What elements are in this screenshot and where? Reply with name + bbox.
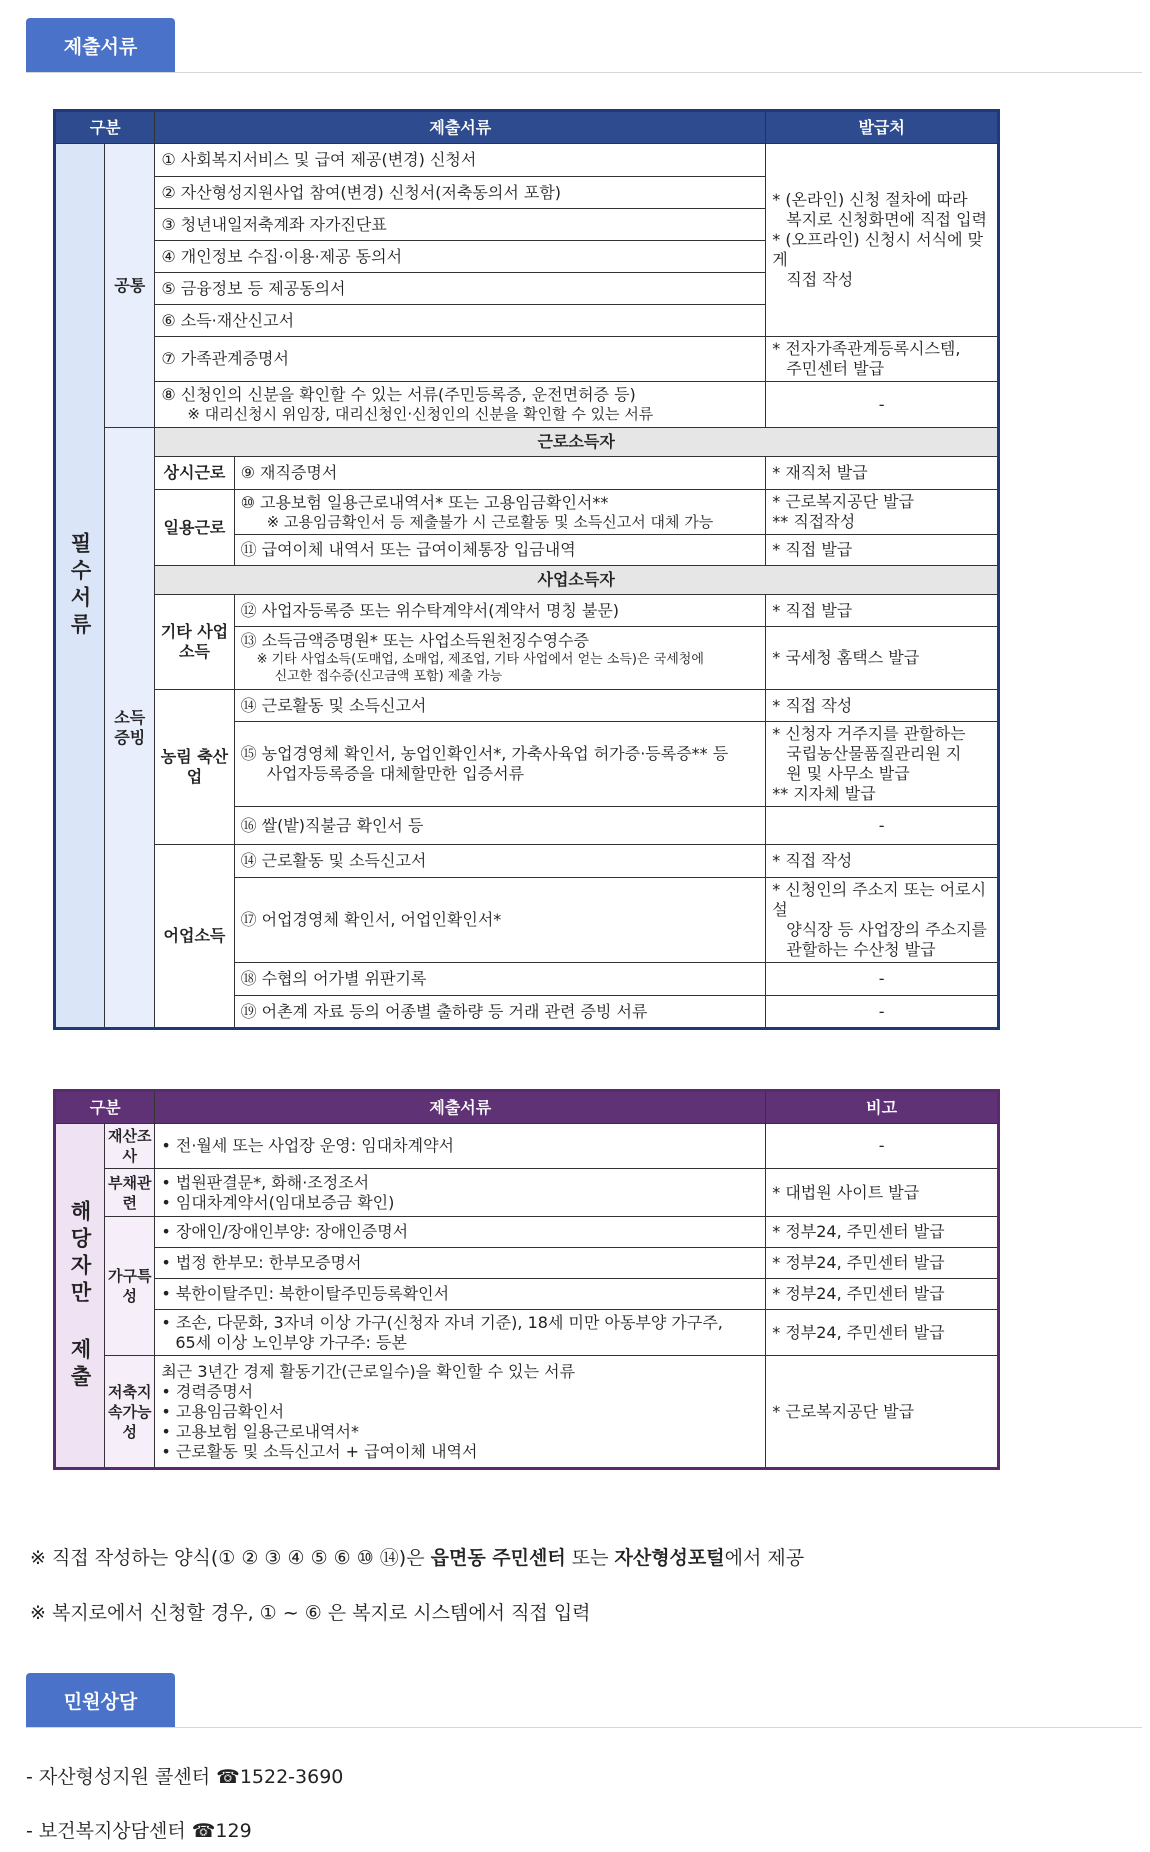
saving-item-4: • 근로활동 및 소득신고서 + 급여이체 내역서: [161, 1442, 759, 1462]
doc-row-8-text: ⑧ 신청인의 신분을 확인할 수 있는 서류(주민등록증, 운전면허증 등): [161, 385, 636, 404]
category-debt: 부채관련: [105, 1169, 155, 1217]
issuer-row-14-fish: * 직접 작성: [766, 845, 999, 878]
required-documents-table: [53, 109, 1000, 1030]
doc-row-1: ① 사회복지서비스 및 급여 제공(변경) 신청서: [155, 144, 766, 177]
issuer-row-17-line2: 양식장 등 사업장의 주소지를: [786, 920, 987, 939]
debt-doc-2: • 임대차계약서(임대보증금 확인): [161, 1193, 759, 1213]
doc-row-10-note: ※ 고용임금확인서 등 제출불가 시 근로활동 및 소득신고서 대체 가능: [266, 512, 714, 531]
issuer-row-13: * 국세청 홈택스 발급: [766, 627, 999, 690]
category-common: 공통: [105, 144, 155, 428]
household-remark-3: * 정부24, 주민센터 발급: [766, 1279, 999, 1310]
issuer-family: [766, 337, 999, 382]
group-label-required: 필수서류: [55, 144, 105, 1029]
issuer-row-16: -: [766, 807, 999, 845]
household-remark-2: * 정부24, 주민센터 발급: [766, 1248, 999, 1279]
header2-category: 구분: [55, 1091, 155, 1124]
header-documents: 제출서류: [155, 111, 766, 144]
doc-row-11: ⑪ 급여이체 내역서 또는 급여이체통장 입금내역: [234, 535, 766, 566]
issuer-row-12: * 직접 발급: [766, 595, 999, 627]
label-regular-work: 상시근로: [155, 457, 234, 490]
doc-row-15-line2: 사업자등록증을 대체할만한 입증서류: [266, 764, 525, 783]
debt-doc-1: • 법원판결문*, 화해·조정조서: [161, 1173, 759, 1193]
issuer-online-offline: [766, 144, 999, 337]
issuer-row-15-line3: 원 및 사무소 발급: [786, 764, 910, 783]
category-saving-sustainability: 저축지속가능성: [105, 1356, 155, 1469]
saving-remark: * 근로복지공단 발급: [766, 1356, 999, 1469]
issuer-family-line1: * 전자가족관계등록시스템,: [772, 339, 961, 358]
footnote1-mid: 또는: [565, 1547, 615, 1569]
issuer-online-line2: 복지로 신청화면에 직접 입력: [786, 210, 987, 229]
category-household: 가구특성: [105, 1217, 155, 1356]
subheader-earned-income: 근로소득자: [155, 428, 999, 457]
section-title-documents: 제출서류: [26, 18, 175, 72]
header2-remarks: 비고: [766, 1091, 999, 1124]
issuer-row-15: [766, 722, 999, 807]
doc-row-5: ⑤ 금융정보 등 제공동의서: [155, 273, 766, 305]
doc-row-18: ⑱ 수협의 어가별 위판기록: [234, 963, 766, 996]
issuer-offline-line1: * (오프라인) 신청시 서식에 맞게: [772, 230, 984, 269]
doc-row-15-line1: ⑮ 농업경영체 확인서, 농업인확인서*, 가축사육업 허가증·등록증** 등: [240, 744, 729, 763]
doc-row-13: [234, 627, 766, 690]
household-doc-4-line1: • 조손, 다문화, 3자녀 이상 가구(신청자 자녀 기준), 18세 미만 아동부양 가구주,: [161, 1313, 759, 1333]
issuer-row-9: * 재직처 발급: [766, 457, 999, 490]
issuer-family-line2: 주민센터 발급: [786, 359, 885, 378]
doc-row-9: ⑨ 재직증명서: [234, 457, 766, 490]
group-label-optional: 해당자만 제출: [55, 1124, 105, 1469]
doc-row-13-text: ⑬ 소득금액증명원* 또는 사업소득원천징수영수증: [240, 631, 589, 650]
doc-row-14-farm: ⑭ 근로활동 및 소득신고서: [234, 690, 766, 722]
footnote1-bold2: 자산형성포털: [614, 1547, 725, 1569]
doc-row-8-note: ※ 대리신청시 위임장, 대리신청인·신청인의 신분을 확인할 수 있는 서류: [187, 405, 654, 423]
doc-row-7: ⑦ 가족관계증명서: [155, 337, 766, 382]
issuer-row-10-line1: * 근로복지공단 발급: [772, 492, 915, 511]
doc-row-6: ⑥ 소득·재산신고서: [155, 305, 766, 337]
optional-documents-table: [53, 1089, 1000, 1470]
asset-doc: • 전·월세 또는 사업장 운영: 임대차계약서: [155, 1124, 766, 1169]
household-remark-4: * 정부24, 주민센터 발급: [766, 1310, 999, 1356]
issuer-row-10: [766, 490, 999, 535]
header-category: 구분: [55, 111, 155, 144]
debt-docs: [155, 1169, 766, 1217]
subheader-business-income: 사업소득자: [155, 566, 999, 595]
issuer-row-11: * 직접 발급: [766, 535, 999, 566]
issuer-row-19: -: [766, 996, 999, 1029]
doc-row-10-text: ⑩ 고용보험 일용근로내역서* 또는 고용임금확인서**: [240, 492, 609, 512]
footnote1-pre: ※ 직접 작성하는 양식(① ② ③ ④ ⑤ ⑥ ⑩ ⑭)은: [30, 1547, 431, 1569]
saving-item-3: • 고용보험 일용근로내역서*: [161, 1422, 759, 1442]
saving-docs: [155, 1356, 766, 1469]
issuer-offline-line2: 직접 작성: [786, 270, 854, 289]
footnote-bokjiro: ※ 복지로에서 신청할 경우, ① ~ ⑥ 은 복지로 시스템에서 직접 입력: [30, 1602, 591, 1624]
doc-row-13-note2: 신고한 접수증(신고금액 포함) 제출 가능: [274, 669, 503, 684]
doc-row-3: ③ 청년내일저축계좌 자가진단표: [155, 209, 766, 241]
doc-row-2: ② 자산형성지원사업 참여(변경) 신청서(저축동의서 포함): [155, 177, 766, 209]
doc-row-19: ⑲ 어촌계 자료 등의 어종별 출하량 등 거래 관련 증빙 서류: [234, 996, 766, 1029]
label-other-business: 기타 사업소득: [155, 595, 234, 690]
issuer-row-18: -: [766, 963, 999, 996]
debt-remark: * 대법원 사이트 발급: [766, 1169, 999, 1217]
label-fishing: 어업소득: [155, 845, 234, 1029]
issuer-dash: -: [766, 382, 999, 428]
section-title-consultation: 민원상담: [26, 1673, 175, 1727]
doc-row-12: ⑫ 사업자등록증 또는 위수탁계약서(계약서 명칭 불문): [234, 595, 766, 627]
doc-row-14-fish: ⑭ 근로활동 및 소득신고서: [234, 845, 766, 878]
doc-row-16: ⑯ 쌀(밭)직불금 확인서 등: [234, 807, 766, 845]
doc-row-13-note1: ※ 기타 사업소득(도매업, 소매업, 제조업, 기타 사업에서 얻는 소득)은 국세청에: [256, 652, 704, 667]
issuer-online-line1: * (온라인) 신청 절차에 따라: [772, 190, 968, 209]
footnote-forms: [30, 1543, 804, 1570]
household-doc-4-line2: 65세 이상 노인부양 가구주: 등본: [175, 1332, 407, 1352]
header-issuer: 발급처: [766, 111, 999, 144]
footnote1-bold1: 읍면동 주민센터: [430, 1547, 566, 1569]
section-divider: [26, 72, 1142, 73]
household-doc-4: [155, 1310, 766, 1356]
household-doc-1: • 장애인/장애인부양: 장애인증명서: [155, 1217, 766, 1248]
issuer-row-15-line1: * 신청자 거주지를 관할하는: [772, 724, 966, 743]
issuer-row-17: [766, 878, 999, 963]
issuer-row-10-line2: ** 직접작성: [772, 512, 856, 531]
issuer-row-15-line2: 국립농산물품질관리원 지: [786, 744, 962, 763]
household-doc-2: • 법정 한부모: 한부모증명서: [155, 1248, 766, 1279]
doc-row-4: ④ 개인정보 수집·이용·제공 동의서: [155, 241, 766, 273]
asset-remark: -: [766, 1124, 999, 1169]
doc-row-15: [234, 722, 766, 807]
issuer-row-14-farm: * 직접 작성: [766, 690, 999, 722]
contact-welfare-center: - 보건복지상담센터 ☎129: [26, 1820, 252, 1842]
saving-item-2: • 고용임금확인서: [161, 1402, 759, 1422]
saving-intro: 최근 3년간 경제 활동기간(근로일수)을 확인할 수 있는 서류: [161, 1361, 576, 1381]
doc-row-10: [234, 490, 766, 535]
footnote1-post: 에서 제공: [724, 1547, 805, 1569]
header2-documents: 제출서류: [155, 1091, 766, 1124]
issuer-row-17-line1: * 신청인의 주소지 또는 어로시설: [772, 880, 987, 919]
category-asset: 재산조사: [105, 1124, 155, 1169]
saving-item-1: • 경력증명서: [161, 1382, 759, 1402]
issuer-row-15-line4: ** 지자체 발급: [772, 784, 876, 803]
household-doc-3: • 북한이탈주민: 북한이탈주민등록확인서: [155, 1279, 766, 1310]
doc-row-17: ⑰ 어업경영체 확인서, 어업인확인서*: [234, 878, 766, 963]
doc-row-8: [155, 382, 766, 428]
section-divider-2: [26, 1727, 1142, 1728]
issuer-row-17-line3: 관할하는 수산청 발급: [786, 940, 936, 959]
label-daily-work: 일용근로: [155, 490, 234, 566]
contact-asset-callcenter: - 자산형성지원 콜센터 ☎1522-3690: [26, 1766, 344, 1788]
household-remark-1: * 정부24, 주민센터 발급: [766, 1217, 999, 1248]
label-farming: 농림 축산업: [155, 690, 234, 845]
category-income-proof: 소득증빙: [105, 428, 155, 1029]
